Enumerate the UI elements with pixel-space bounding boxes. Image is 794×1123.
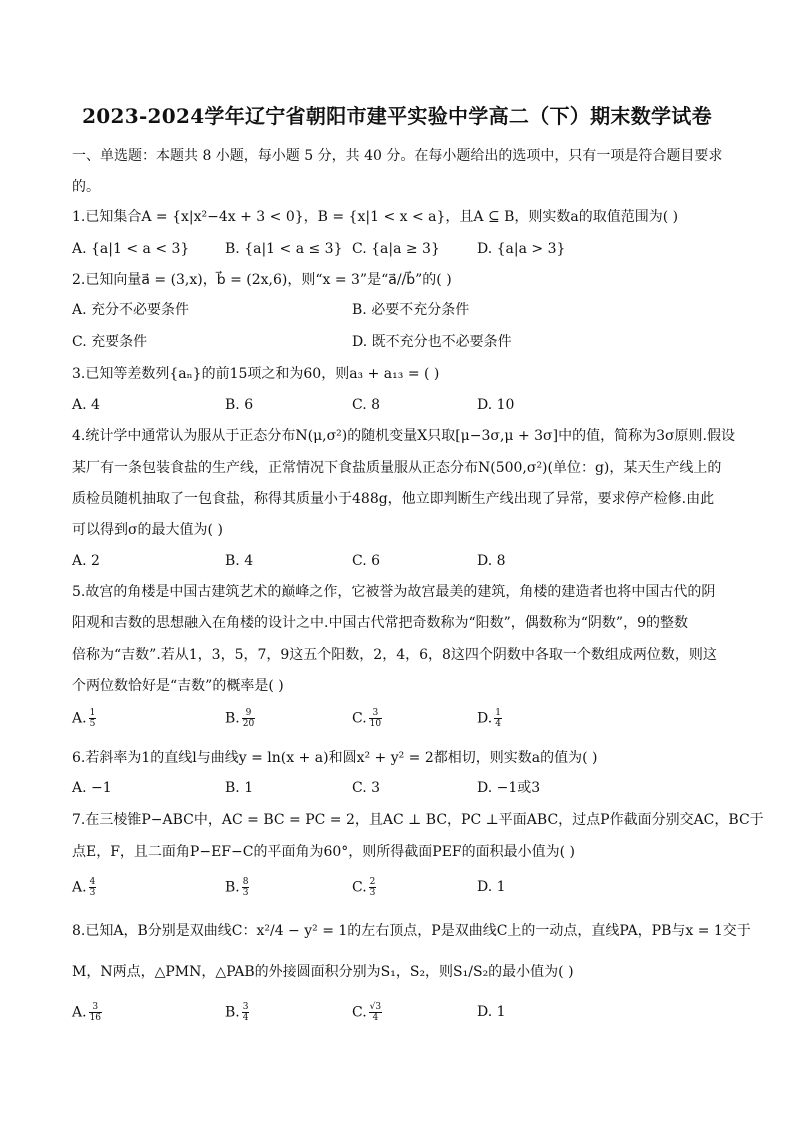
question-5-text-line1: 5.故宫的角楼是中国古建筑艺术的巅峰之作，它被誉为故宫最美的建筑，角楼的建造者也将中国古代的阴 <box>72 584 716 600</box>
question-8-text-line2: M，N两点，△PMN，△PAB的外接圆面积分别为S₁，S₂，则S₁/S₂的最小值为( ) <box>72 964 574 980</box>
option-d: D. $\frac{1}{4}$ <box>477 708 501 729</box>
option-c: C. $\frac{3}{10}$ <box>352 708 382 729</box>
question-4-text-line3: 质检员随机抽取了一包食盐，称得其质量小于488g，他立即判断生产线出现了异常，要求停产检修.由此 <box>72 491 715 507</box>
question-4-text-line2: 某厂有一条包装食盐的生产线，正常情况下食盐质量服从正态分布N(500,σ²)(单位：g)，某天生产线上的 <box>72 460 722 476</box>
question-5-text-line3: 倍称为“吉数”.若从1，3，5，7，9这五个阳数，2，4，6，8这四个阴数中各取一个数组成两位数，则这 <box>72 647 717 663</box>
question-5-text-line4: 个两位数恰好是“吉数”的概率是( ) <box>72 678 284 694</box>
question-5-options <box>72 708 732 730</box>
option-b: B. 必要不充分条件 <box>352 302 470 318</box>
option-d: D. 1 <box>477 1004 506 1020</box>
option-b: B. 1 <box>225 780 254 796</box>
option-d: D. 1 <box>477 879 506 895</box>
option-b: B. $\frac{8}{3}$ <box>225 877 249 898</box>
fraction: $\frac{1}{5}$ <box>89 708 96 729</box>
option-c: C. 8 <box>352 397 381 413</box>
section-heading: 一、单选题：本题共 8 小题，每小题 5 分，共 40 分。在每小题给出的选项中，只有一项是符合题目要求 <box>72 148 723 164</box>
option-d: D. 8 <box>477 553 506 569</box>
question-2-text: 2.已知向量a⃗ = (3,x)，b⃗ = (2x,6)，则“x = 3”是“a⃗//b⃗”的( ) <box>72 272 452 288</box>
fraction: $\frac{3}{10}$ <box>369 708 382 729</box>
question-1-text: 1.已知集合A = {x|x²−4x + 3 < 0}，B = {x|1 < x < a}，且A ⊆ B，则实数a的取值范围为( ) <box>72 209 679 225</box>
section-heading-cont: 的。 <box>72 179 100 195</box>
option-c: C. 6 <box>352 553 381 569</box>
option-a: A. −1 <box>72 780 112 796</box>
option-a: A. {a|1 < a < 3} <box>72 241 190 257</box>
option-d: D. −1或3 <box>477 780 541 796</box>
option-c: C. $\frac{√3}{4}$ <box>352 1002 382 1023</box>
option-c: C. 充要条件 <box>72 334 148 350</box>
option-b: B. $\frac{9}{20}$ <box>225 708 255 729</box>
fraction: $\frac{√3}{4}$ <box>369 1002 382 1023</box>
question-6-text: 6.若斜率为1的直线l与曲线y = ln(x + a)和圆x² + y² = 2都相切，则实数a的值为( ) <box>72 750 598 766</box>
question-8-options <box>72 1002 732 1024</box>
fraction: $\frac{9}{20}$ <box>242 708 255 729</box>
question-3-text: 3.已知等差数列{aₙ}的前15项之和为60，则a₃ + a₁₃ = ( ) <box>72 366 440 382</box>
option-a: A. 充分不必要条件 <box>72 302 190 318</box>
option-c: C. {a|a ≥ 3} <box>352 241 440 257</box>
option-b: B. 4 <box>225 553 254 569</box>
question-1-options <box>72 239 732 261</box>
option-a: A. $\frac{4}{3}$ <box>72 877 96 898</box>
fraction: $\frac{1}{4}$ <box>495 708 501 729</box>
fraction: $\frac{2}{3}$ <box>369 877 376 898</box>
question-5-text-line2: 阳观和吉数的思想融入在角楼的设计之中.中国古代常把奇数称为“阳数”，偶数称为“阴数”，9的整数 <box>72 615 688 631</box>
option-d: D. {a|a > 3} <box>477 241 566 257</box>
question-8-text-line1: 8.已知A，B分别是双曲线C：x²/4 − y² = 1的左右顶点，P是双曲线C上的一动点，直线PA，PB与x = 1交于 <box>72 923 751 939</box>
question-3-options <box>72 395 732 417</box>
exam-title: 2023-2024学年辽宁省朝阳市建平实验中学高二（下）期末数学试卷 <box>82 104 712 128</box>
option-a: A. 4 <box>72 397 100 413</box>
option-d: D. 既不充分也不必要条件 <box>352 334 512 350</box>
option-b: B. {a|1 < a ≤ 3} <box>225 241 343 257</box>
option-a: A. $\frac{3}{16}$ <box>72 1002 102 1023</box>
question-4-options <box>72 551 732 573</box>
question-6-options <box>72 778 732 800</box>
fraction: $\frac{4}{3}$ <box>89 877 96 898</box>
option-c: C. 3 <box>352 780 381 796</box>
fraction: $\frac{8}{3}$ <box>242 877 249 898</box>
option-a: A. $\frac{1}{5}$ <box>72 708 96 729</box>
question-2-options-row2 <box>72 332 732 354</box>
option-a: A. 2 <box>72 553 100 569</box>
option-c: C. $\frac{2}{3}$ <box>352 877 376 898</box>
question-7-options <box>72 877 732 899</box>
fraction: $\frac{3}{4}$ <box>242 1002 249 1023</box>
question-4-text-line4: 可以得到σ的最大值为( ) <box>72 522 223 538</box>
question-7-text-line2: 点E，F，且二面角P−EF−C的平面角为60°，则所得截面PEF的面积最小值为( ) <box>72 844 576 860</box>
option-b: B. $\frac{3}{4}$ <box>225 1002 249 1023</box>
question-2-options-row1 <box>72 300 732 322</box>
question-7-text-line1: 7.在三棱锥P−ABC中，AC = BC = PC = 2，且AC ⊥ BC，PC ⊥平面ABC，过点P作截面分别交AC，BC于 <box>72 812 764 828</box>
question-4-text-line1: 4.统计学中通常认为服从于正态分布N(μ,σ²)的随机变量X只取[μ−3σ,μ + 3σ]中的值，简称为3σ原则.假设 <box>72 428 735 444</box>
fraction: $\frac{3}{16}$ <box>89 1002 102 1023</box>
option-b: B. 6 <box>225 397 254 413</box>
option-d: D. 10 <box>477 397 515 413</box>
